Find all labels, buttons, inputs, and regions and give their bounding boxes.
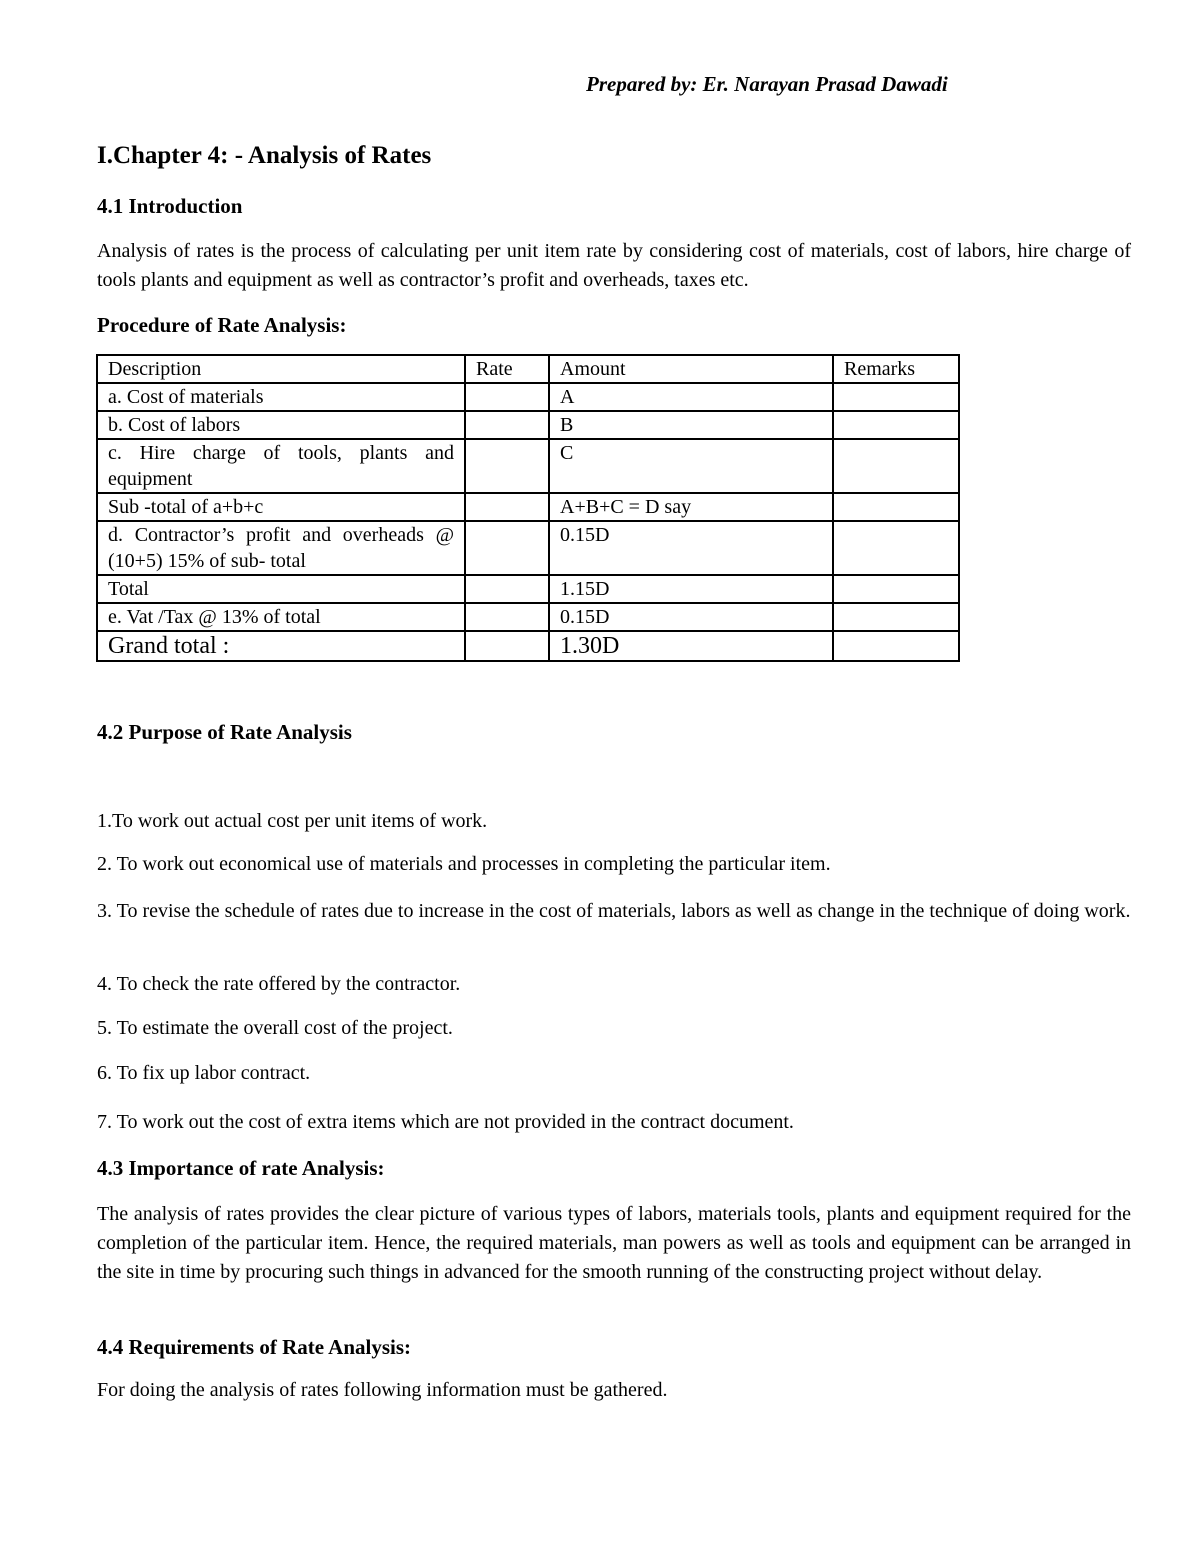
table-row xyxy=(97,521,959,575)
row-rate xyxy=(465,603,549,631)
row-description: Grand total : xyxy=(97,631,465,661)
prepared-by: Prepared by: Er. Narayan Prasad Dawadi xyxy=(586,72,948,96)
list-item: 1.To work out actual cost per unit items of work. xyxy=(97,810,488,832)
row-rate xyxy=(465,493,549,521)
row-amount: B xyxy=(549,411,833,439)
row-amount: C xyxy=(549,439,833,493)
list-item: 2. To work out economical use of materials and processes in completing the particular item. xyxy=(97,853,831,875)
row-remarks xyxy=(833,521,959,575)
row-description: d. Contractor’s profit and overheads @ (10+5) 15% of sub- total xyxy=(97,521,465,575)
row-amount: 0.15D xyxy=(549,521,833,575)
row-remarks xyxy=(833,383,959,411)
list-item: 7. To work out the cost of extra items which are not provided in the contract document. xyxy=(97,1111,794,1133)
row-description: e. Vat /Tax @ 13% of total xyxy=(97,603,465,631)
importance-text: The analysis of rates provides the clear picture of various types of labors, materials tools, plants and equipment required for the completion of the particular item. Hence, the required materials, man powers as well as tools and equipment can be arranged in the site in time by procuring such things in advanced for the smooth running of the constructing project without delay. xyxy=(97,1203,1131,1283)
row-remarks xyxy=(833,603,959,631)
table-row xyxy=(97,575,959,603)
importance-heading: 4.3 Importance of rate Analysis: xyxy=(97,1156,385,1180)
intro-text: Analysis of rates is the process of calculating per unit item rate by considering cost of materials, cost of labors, hire charge of tools plants and equipment as well as contractor’s profit and overheads, taxes etc. xyxy=(97,240,1131,291)
row-amount: 1.15D xyxy=(549,575,833,603)
column-header-amount: Amount xyxy=(549,355,833,383)
row-amount: 1.30D xyxy=(549,631,833,661)
purpose-heading: 4.2 Purpose of Rate Analysis xyxy=(97,720,352,744)
table-row xyxy=(97,411,959,439)
row-remarks xyxy=(833,575,959,603)
row-amount: 0.15D xyxy=(549,603,833,631)
list-item: 6. To fix up labor contract. xyxy=(97,1062,311,1084)
row-description: a. Cost of materials xyxy=(97,383,465,411)
row-amount: A xyxy=(549,383,833,411)
table-row xyxy=(97,603,959,631)
table-row xyxy=(97,383,959,411)
chapter-title: I.Chapter 4: - Analysis of Rates xyxy=(97,142,432,169)
row-remarks xyxy=(833,439,959,493)
column-header-description: Description xyxy=(97,355,465,383)
procedure-heading: Procedure of Rate Analysis: xyxy=(97,313,347,337)
rate-analysis-table xyxy=(96,354,960,662)
row-amount: A+B+C = D say xyxy=(549,493,833,521)
intro-heading: 4.1 Introduction xyxy=(97,194,243,218)
row-rate xyxy=(465,631,549,661)
row-remarks xyxy=(833,411,959,439)
column-header-remarks: Remarks xyxy=(833,355,959,383)
row-rate xyxy=(465,521,549,575)
row-description: b. Cost of labors xyxy=(97,411,465,439)
requirements-text: For doing the analysis of rates following information must be gathered. xyxy=(97,1379,668,1401)
table-row xyxy=(97,439,959,493)
row-description: c. Hire charge of tools, plants and equipment xyxy=(97,439,465,493)
table-row-grand-total xyxy=(97,631,959,661)
row-rate xyxy=(465,383,549,411)
row-rate xyxy=(465,575,549,603)
list-item: 3. To revise the schedule of rates due to increase in the cost of materials, labors as well as change in the technique of doing work. xyxy=(97,900,1131,922)
row-remarks xyxy=(833,631,959,661)
row-remarks xyxy=(833,493,959,521)
table-row xyxy=(97,493,959,521)
row-rate xyxy=(465,439,549,493)
list-item: 5. To estimate the overall cost of the project. xyxy=(97,1017,453,1039)
row-description: Sub -total of a+b+c xyxy=(97,493,465,521)
list-item: 4. To check the rate offered by the contractor. xyxy=(97,973,461,995)
row-rate xyxy=(465,411,549,439)
table-header-row xyxy=(97,355,959,383)
requirements-heading: 4.4 Requirements of Rate Analysis: xyxy=(97,1335,412,1359)
column-header-rate: Rate xyxy=(465,355,549,383)
row-description: Total xyxy=(97,575,465,603)
